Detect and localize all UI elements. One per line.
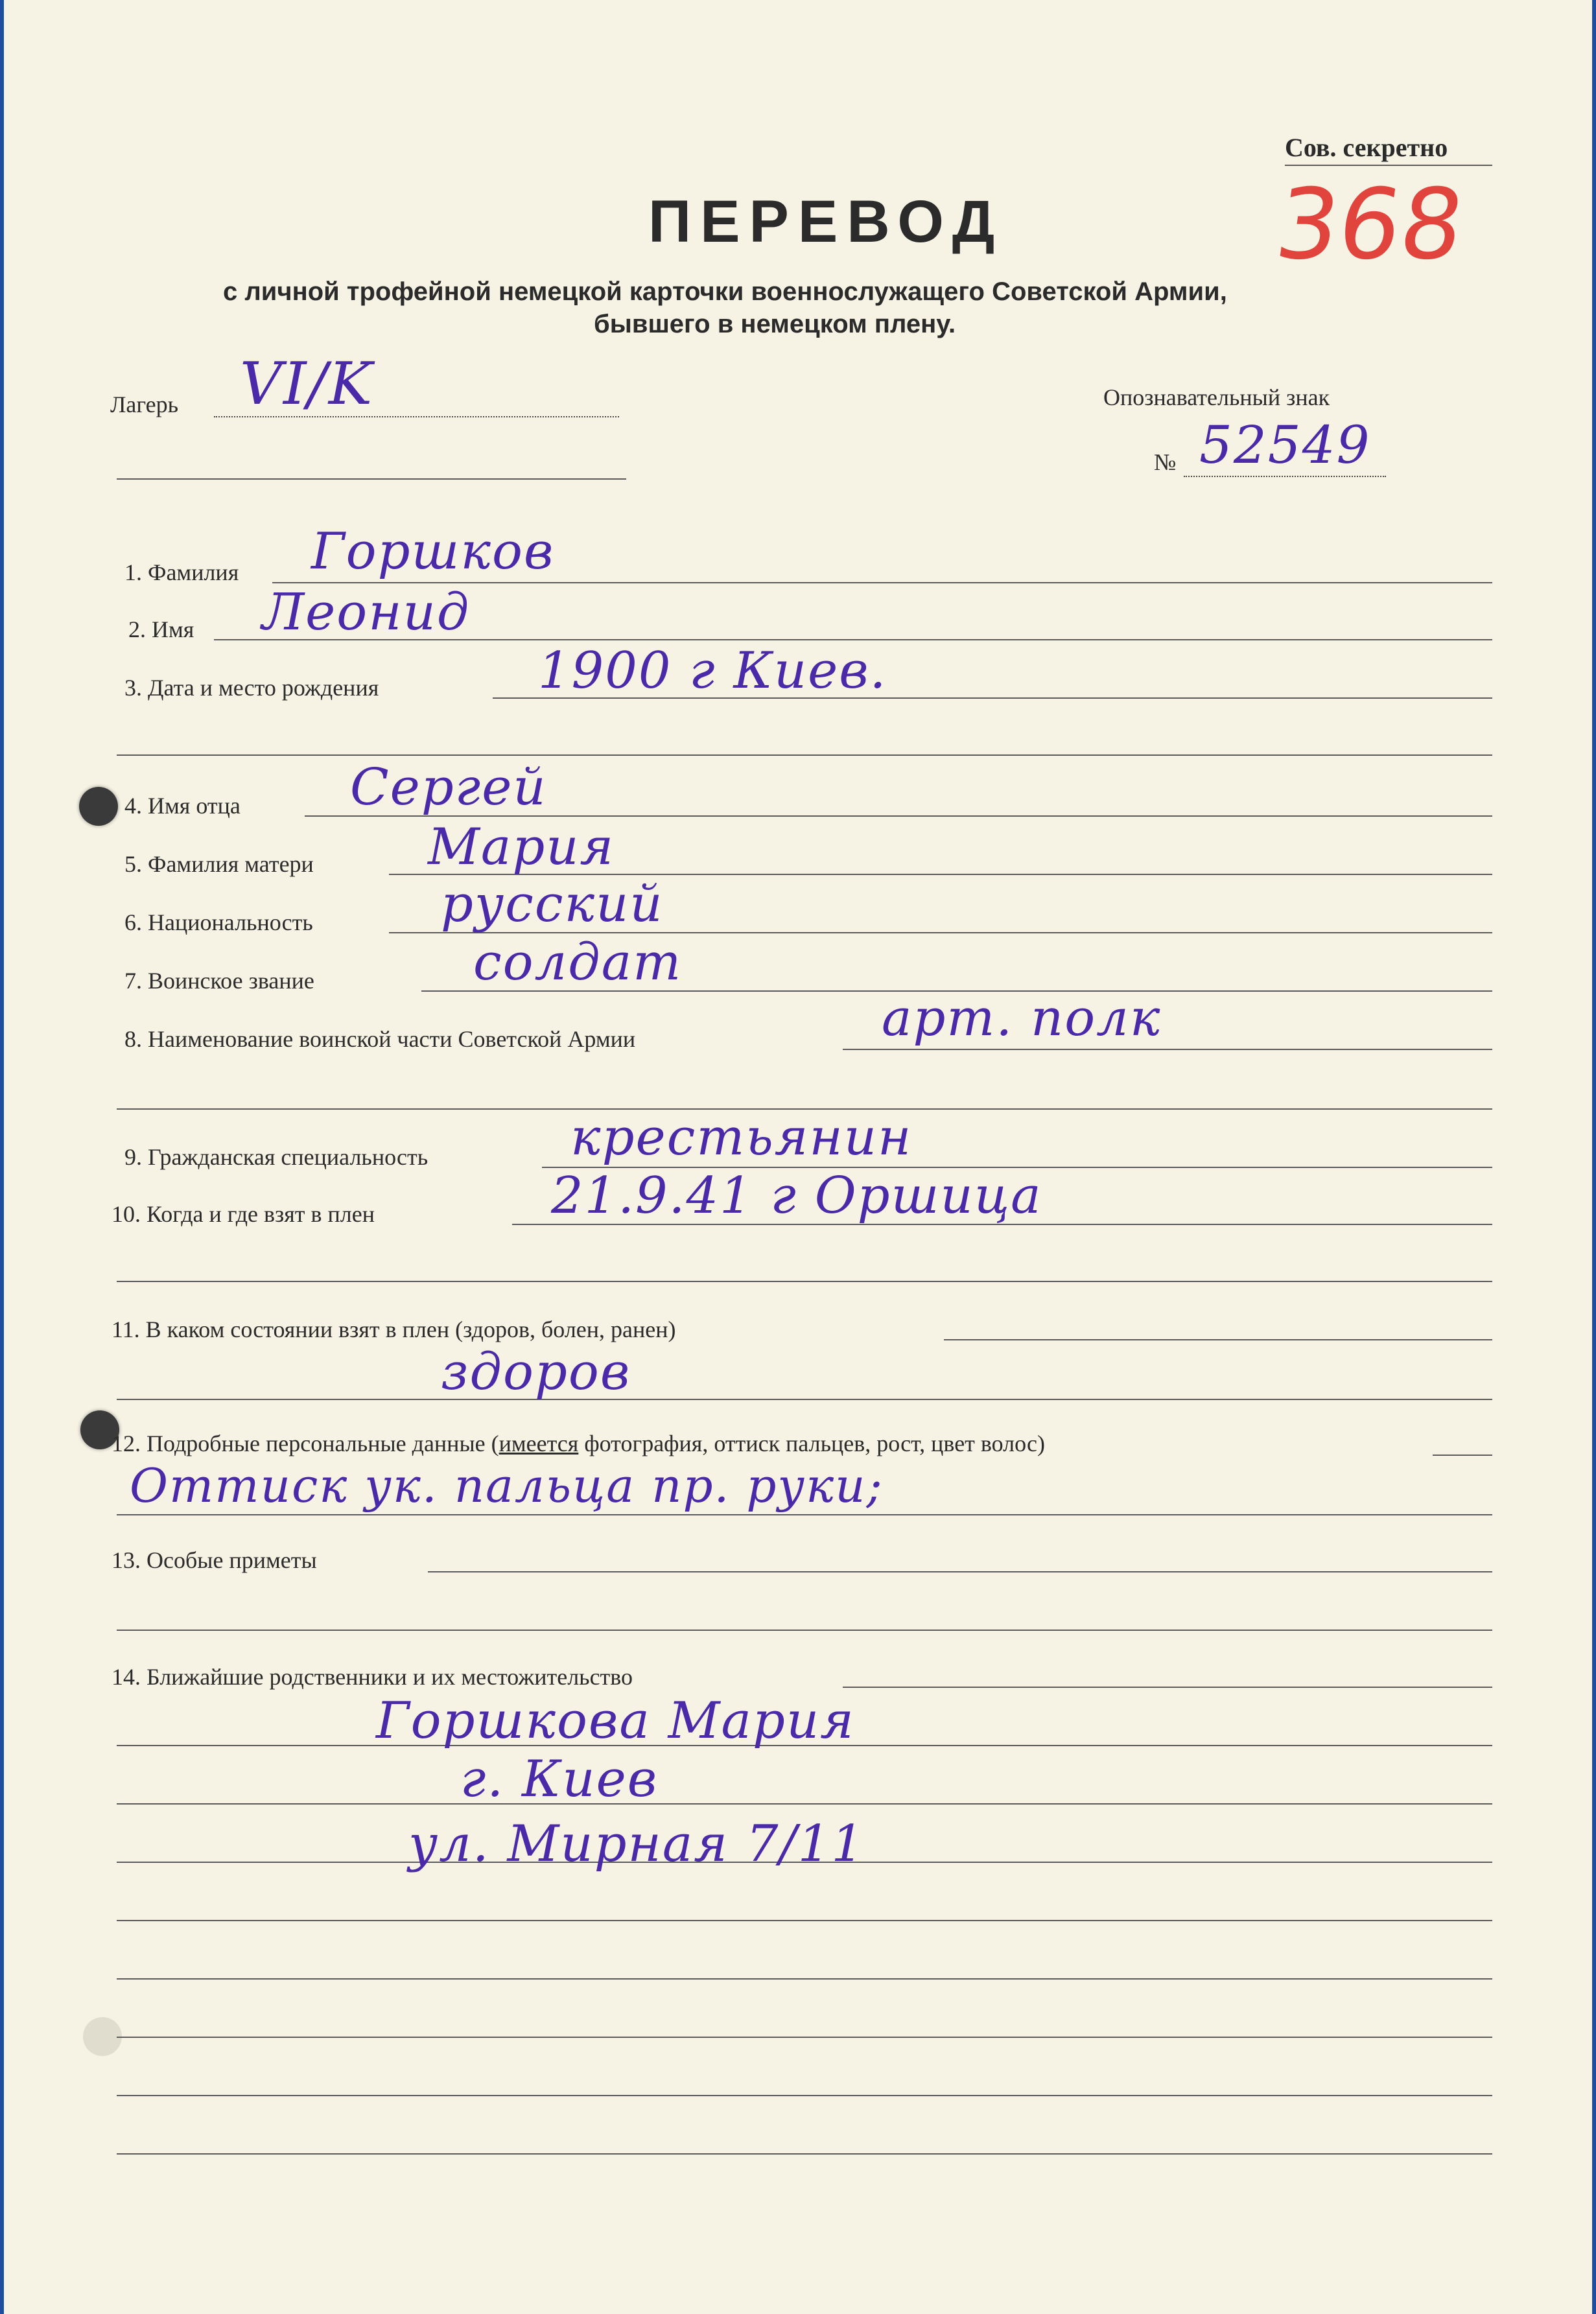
field-14-line-8: [117, 2095, 1492, 2096]
field-10-value: 21.9.41 г Оршица: [551, 1167, 1042, 1225]
field-11-line: [944, 1339, 1492, 1340]
field-12-line: [1433, 1455, 1492, 1456]
field-14-line-3: [117, 1803, 1492, 1805]
field-1-value: Горшков: [311, 522, 555, 581]
field-8-line: [843, 1049, 1492, 1050]
field-12-line-2: [117, 1514, 1492, 1515]
field-14-line-9: [117, 2153, 1492, 2155]
field-12-value: Оттиск ук. пальца пр. руки;: [130, 1458, 884, 1513]
field-12-label-start: 12. Подробные персональные данные (: [111, 1431, 499, 1456]
field-12-label: [111, 1430, 1045, 1457]
page-title: ПЕРЕВОД: [648, 189, 1004, 255]
tag-label: Опознавательный знак: [1103, 384, 1330, 410]
field-10-label: 10. Когда и где взят в плен: [111, 1201, 375, 1227]
field-4-value: Сергей: [350, 758, 547, 817]
field-11-line-2: [117, 1399, 1492, 1400]
field-14-line-7: [117, 2037, 1492, 2038]
field-14-line: [843, 1687, 1492, 1688]
field-6-value: русский: [441, 875, 664, 933]
subtitle-line-1: с личной трофейной немецкой карточки военнослужащего Советской Армии,: [223, 277, 1227, 306]
field-14-label: 14. Ближайшие родственники и их местожительство: [111, 1664, 633, 1690]
relative-name: Горшкова Мария: [376, 1692, 855, 1750]
tag-no-label: №: [1154, 449, 1177, 475]
field-5-label: 5. Фамилия матери: [124, 851, 314, 877]
field-11-value: здоров: [441, 1343, 631, 1401]
camp-line-2: [117, 478, 626, 480]
field-13-line-2: [117, 1630, 1492, 1631]
punch-hole: [83, 2017, 122, 2056]
field-3-label: 3. Дата и место рождения: [124, 675, 379, 701]
classification-underline: [1285, 165, 1492, 166]
field-7-value: солдат: [473, 933, 683, 992]
field-2-value: Леонид: [262, 583, 471, 642]
field-1-label: 1. Фамилия: [124, 559, 239, 585]
field-12-label-underlined: имеется: [499, 1431, 579, 1456]
field-6-label: 6. Национальность: [124, 909, 313, 935]
camp-value: VI/K: [240, 350, 374, 418]
field-4-label: 4. Имя отца: [124, 793, 241, 819]
field-10-line-2: [117, 1281, 1492, 1282]
tag-value: 52549: [1199, 415, 1371, 475]
relative-street: ул. Мирная 7/11: [408, 1815, 865, 1873]
field-3-line-2: [117, 754, 1492, 756]
field-3-value: 1900 г Киев.: [538, 642, 887, 700]
field-9-value: крестьянин: [570, 1108, 913, 1167]
field-8-value: арт. полк: [882, 989, 1162, 1047]
relative-city: г. Киев: [460, 1750, 659, 1808]
document-number: 368: [1269, 169, 1471, 281]
field-11-label: 11. В каком состоянии взят в плен (здоров, болен, ранен): [111, 1316, 676, 1342]
field-9-label: 9. Гражданская специальность: [124, 1144, 428, 1170]
field-7-label: 7. Воинское звание: [124, 968, 314, 994]
punch-hole: [79, 787, 118, 826]
right-edge: [1592, 0, 1596, 2314]
field-14-line-6: [117, 1978, 1492, 1980]
left-edge: [0, 0, 4, 2314]
field-14-line-5: [117, 1920, 1492, 1921]
field-8-label: 8. Наименование воинской части Советской Армии: [124, 1026, 636, 1052]
field-13-label: 13. Особые приметы: [111, 1547, 317, 1573]
field-5-value: Мария: [428, 818, 615, 876]
field-13-line: [428, 1571, 1492, 1572]
classification-stamp: Сов. секретно: [1285, 133, 1448, 162]
field-12-label-end: фотография, оттиск пальцев, рост, цвет волос): [578, 1431, 1046, 1456]
field-2-label: 2. Имя: [128, 616, 194, 642]
tag-line: [1184, 476, 1386, 477]
subtitle-line-2: бывшего в немецком плену.: [594, 310, 956, 338]
camp-label: Лагерь: [110, 392, 179, 417]
